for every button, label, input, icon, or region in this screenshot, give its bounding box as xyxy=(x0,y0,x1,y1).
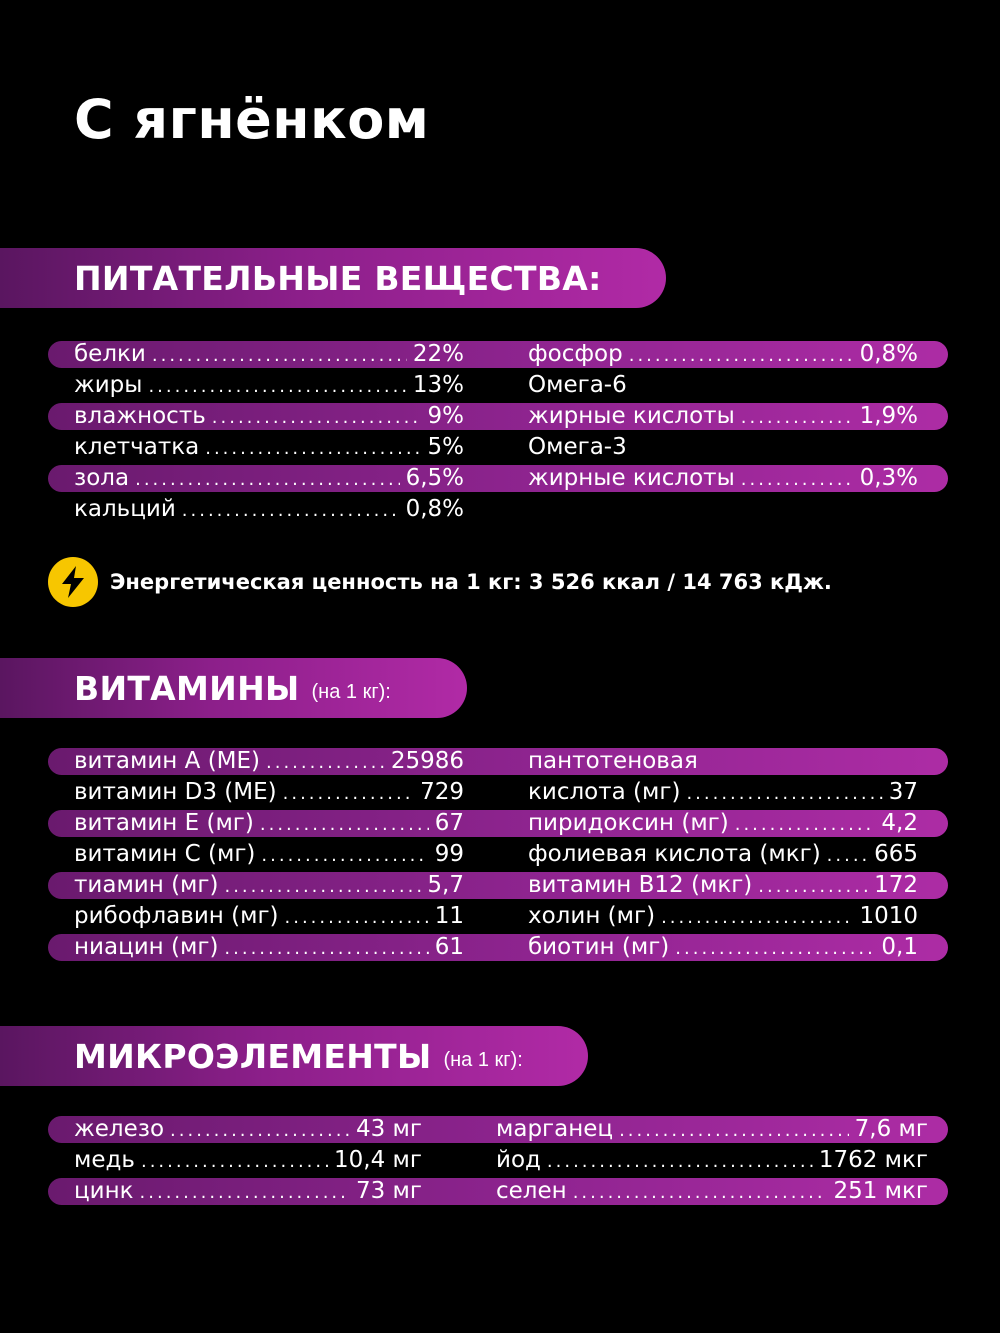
nutrient-value: 1,9% xyxy=(859,403,918,429)
microelement-value: 10,4 мг xyxy=(334,1147,422,1173)
vitamin-value: 4,2 xyxy=(881,810,918,836)
microelements-header-sub: (на 1 кг): xyxy=(443,1048,523,1071)
microelement-label: цинк xyxy=(74,1178,134,1204)
vitamin-value: 25986 xyxy=(390,748,464,774)
vitamin-label: кислота (мг) xyxy=(528,779,681,805)
vitamin-row xyxy=(528,839,918,870)
nutrient-label: Омега-6 xyxy=(528,372,627,398)
vitamin-value: 0,1 xyxy=(881,934,918,960)
vitamin-value: 729 xyxy=(420,779,464,805)
leader-dots xyxy=(182,495,400,526)
leader-dots xyxy=(758,871,868,902)
microelement-row xyxy=(74,1114,422,1145)
leader-dots xyxy=(170,1115,350,1146)
leader-dots xyxy=(224,933,428,964)
vitamin-label: холин (мг) xyxy=(528,903,656,929)
microelement-row xyxy=(496,1114,928,1145)
nutrient-row-fat xyxy=(74,370,464,401)
nutrient-label: жиры xyxy=(74,372,143,398)
vitamin-row xyxy=(528,901,918,932)
nutrient-value: 0,8% xyxy=(859,341,918,367)
leader-dots xyxy=(661,902,853,933)
nutrient-row-ash xyxy=(74,463,464,494)
nutrient-row-omega3 xyxy=(528,432,918,463)
energy-value xyxy=(48,557,832,607)
microelement-label: марганец xyxy=(496,1116,614,1142)
leader-dots xyxy=(148,371,406,402)
vitamin-row xyxy=(74,746,464,777)
leader-dots xyxy=(261,840,428,871)
nutrient-value: 9% xyxy=(427,403,464,429)
vitamin-value: 37 xyxy=(888,779,918,805)
nutrient-value: 22% xyxy=(412,341,464,367)
leader-dots xyxy=(675,933,875,964)
nutrient-row-omega6-acids xyxy=(528,401,918,432)
vitamins-header xyxy=(0,658,467,718)
vitamin-label: витамин В12 (мкг) xyxy=(528,872,753,898)
microelement-label: железо xyxy=(74,1116,165,1142)
vitamin-row xyxy=(74,808,464,839)
vitamin-row xyxy=(528,777,918,808)
microelement-value: 43 мг xyxy=(355,1116,422,1142)
vitamin-row xyxy=(74,839,464,870)
nutrient-row-moisture xyxy=(74,401,464,432)
microelement-value: 73 мг xyxy=(355,1178,422,1204)
vitamin-value: 11 xyxy=(434,903,464,929)
nutrients-header-title: ПИТАТЕЛЬНЫЕ ВЕЩЕСТВА: xyxy=(74,258,602,298)
microelement-label: селен xyxy=(496,1178,567,1204)
microelement-value: 1762 мкг xyxy=(818,1147,928,1173)
leader-dots xyxy=(741,402,854,433)
leader-dots xyxy=(260,809,429,840)
vitamin-row xyxy=(528,746,918,777)
vitamins-header-title: ВИТАМИНЫ xyxy=(74,668,300,708)
microelements-header-title: МИКРОЭЛЕМЕНТЫ xyxy=(74,1036,432,1076)
nutrient-label: жирные кислоты xyxy=(528,465,735,491)
vitamin-label: рибофлавин (мг) xyxy=(74,903,279,929)
leader-dots xyxy=(573,1177,828,1208)
vitamin-row xyxy=(74,870,464,901)
vitamin-value: 67 xyxy=(434,810,464,836)
leader-dots xyxy=(686,778,882,809)
leader-dots xyxy=(205,433,421,464)
nutrient-label: влажность xyxy=(74,403,206,429)
nutrient-row-omega3-acids xyxy=(528,463,918,494)
nutrient-label: жирные кислоты xyxy=(528,403,735,429)
leader-dots xyxy=(283,778,414,809)
nutrient-label: белки xyxy=(74,341,146,367)
vitamin-row xyxy=(74,777,464,808)
nutrient-row-protein xyxy=(74,339,464,370)
vitamin-row xyxy=(528,870,918,901)
vitamin-label: витамин D3 (МЕ) xyxy=(74,779,277,805)
vitamin-value: 5,7 xyxy=(427,872,464,898)
microelement-row xyxy=(496,1145,928,1176)
microelement-row xyxy=(74,1145,422,1176)
vitamin-value: 61 xyxy=(434,934,464,960)
vitamin-value: 172 xyxy=(874,872,918,898)
nutrient-value: 5% xyxy=(427,434,464,460)
vitamin-label: фолиевая кислота (мкг) xyxy=(528,841,821,867)
leader-dots xyxy=(152,340,407,371)
microelement-value: 251 мкг xyxy=(833,1178,928,1204)
leader-dots xyxy=(266,747,385,778)
nutrient-label: клетчатка xyxy=(74,434,200,460)
vitamin-row xyxy=(74,901,464,932)
nutrient-value: 13% xyxy=(412,372,464,398)
nutrient-label: Омега-3 xyxy=(528,434,627,460)
nutrient-row-fiber xyxy=(74,432,464,463)
nutrients-header xyxy=(0,248,666,308)
vitamin-label: витамин С (мг) xyxy=(74,841,256,867)
leader-dots xyxy=(735,809,876,840)
vitamin-row xyxy=(74,932,464,963)
microelement-value: 7,6 мг xyxy=(854,1116,928,1142)
vitamin-label: тиамин (мг) xyxy=(74,872,219,898)
nutrient-row-phosphorus xyxy=(528,339,918,370)
nutrient-label: фосфор xyxy=(528,341,623,367)
microelement-row xyxy=(496,1176,928,1207)
leader-dots xyxy=(285,902,429,933)
vitamins-header-sub: (на 1 кг): xyxy=(311,680,391,703)
leader-dots xyxy=(224,871,421,902)
nutrient-row-calcium xyxy=(74,494,464,525)
vitamin-value: 1010 xyxy=(859,903,918,929)
lightning-icon xyxy=(48,557,98,607)
leader-dots xyxy=(629,340,854,371)
vitamin-label: пиридоксин (мг) xyxy=(528,810,729,836)
page-title: С ягнёнком xyxy=(74,88,430,151)
nutrient-value: 0,8% xyxy=(405,496,464,522)
microelement-label: медь xyxy=(74,1147,135,1173)
nutrient-label: кальций xyxy=(74,496,176,522)
microelements-header xyxy=(0,1026,588,1086)
vitamin-value: 665 xyxy=(874,841,918,867)
vitamin-label: витамин Е (мг) xyxy=(74,810,254,836)
vitamin-label: биотин (мг) xyxy=(528,934,670,960)
vitamin-row xyxy=(528,808,918,839)
leader-dots xyxy=(741,464,854,495)
vitamin-label: ниацин (мг) xyxy=(74,934,219,960)
energy-text: Энергетическая ценность на 1 кг: 3 526 ккал / 14 763 кДж. xyxy=(110,570,832,594)
nutrient-value: 0,3% xyxy=(859,465,918,491)
microelement-label: йод xyxy=(496,1147,541,1173)
leader-dots xyxy=(827,840,868,871)
microelement-row xyxy=(74,1176,422,1207)
nutrient-value: 6,5% xyxy=(405,465,464,491)
vitamin-value: 99 xyxy=(434,841,464,867)
leader-dots xyxy=(140,1177,350,1208)
nutrient-label: зола xyxy=(74,465,130,491)
vitamin-row xyxy=(528,932,918,963)
leader-dots xyxy=(135,464,399,495)
leader-dots xyxy=(547,1146,813,1177)
vitamin-label: пантотеновая xyxy=(528,748,698,774)
nutrient-row-omega6 xyxy=(528,370,918,401)
vitamin-label: витамин А (МЕ) xyxy=(74,748,261,774)
leader-dots xyxy=(619,1115,849,1146)
leader-dots xyxy=(141,1146,328,1177)
leader-dots xyxy=(212,402,422,433)
